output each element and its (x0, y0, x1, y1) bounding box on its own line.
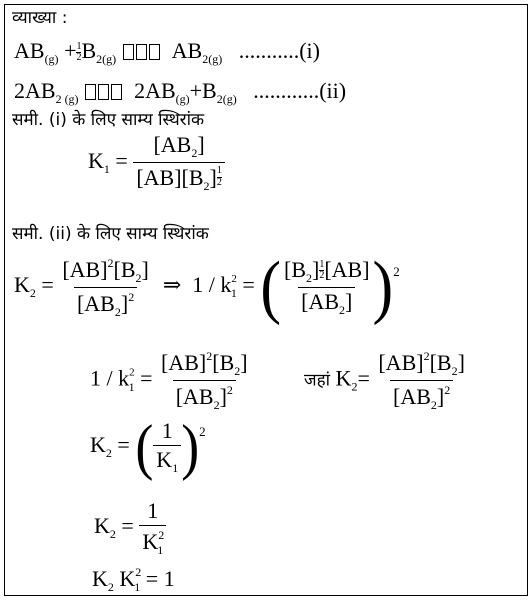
inv-k1-numerator (281, 256, 373, 287)
eq2-product-ab: 2AB (134, 78, 176, 103)
final-equals-one: = 1 (145, 566, 175, 591)
k2-num-b: [B (113, 256, 136, 282)
eq1-reactant-b: B (81, 38, 97, 63)
line3-den-sq: 2 (226, 383, 233, 397)
equation-ii (14, 80, 346, 105)
left-paren: ( (260, 247, 281, 327)
k2-rec-den (139, 525, 166, 556)
k1-subscript: 1 (103, 162, 110, 177)
right-paren-2: ) (181, 412, 200, 482)
k1-num-sub: 2 (191, 146, 198, 160)
k2-num-sq: 2 (107, 255, 114, 270)
k2-den-ab2: [AB (76, 290, 115, 316)
k2-sq-den-sub: 1 (172, 461, 179, 475)
k2-sq-equals: = (117, 432, 130, 458)
k2-rec-fraction (139, 500, 166, 556)
k2-rec-subscript: 2 (109, 527, 116, 542)
line3-num-ab: [AB] (161, 350, 207, 375)
final-k2-sub: 2 (107, 580, 114, 594)
k2-formula (14, 247, 400, 327)
eq1-product-state: 2(g) (202, 52, 223, 66)
line3-den-rb: ] (219, 384, 227, 409)
inv-k1-half-den: 2 (319, 270, 325, 281)
eq2-product-ab-state: (g) (175, 92, 190, 106)
line3-equals: = (140, 365, 153, 391)
final-k1: K (119, 566, 136, 591)
where-den-rb: ] (436, 384, 445, 409)
eq1-reactant-ab-state: (g) (44, 52, 59, 66)
k2-numerator (59, 257, 152, 287)
where-k2-subscript: 2 (351, 379, 358, 394)
k1-half-den: 2 (216, 176, 222, 188)
line3-num-rb: ] (240, 350, 248, 375)
inv-k1-denominator (298, 287, 355, 316)
k2-den-rb: ] (120, 290, 129, 316)
final-k1-sq: 2 (135, 565, 142, 579)
inv-k1-num-sub: 2 (306, 270, 312, 285)
equation-i (14, 40, 320, 65)
final-relation (92, 566, 175, 593)
eq2-reactant-state: 2 (g) (55, 92, 79, 106)
eq2-reactant: 2AB (14, 78, 56, 103)
inv-k1-squared-formula (90, 350, 251, 411)
eq1-half-num: 1 (76, 40, 82, 52)
k2-rec-den-sq: 2 (158, 528, 165, 542)
k2-sq-fraction (153, 420, 181, 474)
line3-inv-k1: 1 / k (90, 365, 130, 391)
inv-k1-den-rb: ] (345, 288, 353, 314)
k2-denominator (74, 287, 137, 318)
line3-den-sub: 2 (213, 398, 220, 412)
k1-half-num: 1 (216, 165, 222, 176)
final-k2: K (92, 566, 108, 591)
k1-den-sub: 2 (203, 179, 210, 193)
k2-subscript: 2 (29, 286, 36, 301)
k2-rec-equals: = (121, 513, 134, 539)
k1-num-rb: ] (197, 132, 205, 157)
inv-k1-sub: 1 (230, 286, 237, 301)
k2-fraction (59, 257, 152, 318)
eq1-tag: (i) (299, 38, 320, 63)
k2-rec-den-sub: 1 (157, 543, 164, 557)
k2-equals: = (41, 272, 54, 298)
k1-fraction (133, 134, 225, 192)
where-numerator (375, 350, 468, 380)
line3-num-sub: 2 (234, 364, 241, 378)
inv-k1-den-ab2: [AB (301, 288, 340, 314)
line3-inv-k1-sq: 2 (129, 366, 135, 379)
line3-denominator (173, 380, 236, 411)
inv-k1-num-b: [B (284, 256, 306, 282)
k1-equals: = (115, 148, 128, 174)
line3-num-b: [B (212, 350, 235, 375)
where-k2-symbol: K (335, 365, 352, 391)
inv-k1-den-sub: 2 (339, 302, 346, 317)
where-num-sub: 2 (451, 364, 458, 378)
k2-symbol: K (14, 272, 30, 298)
equilibrium-arrow-icon (84, 78, 123, 103)
where-num-rb: ] (457, 350, 465, 375)
eq1-dots: ........... (238, 38, 300, 63)
eq2-product-b: B (202, 78, 217, 103)
where-fraction (375, 350, 468, 411)
inv-k1-fraction (281, 256, 373, 317)
k2-reciprocal-formula (94, 500, 166, 556)
inv-k1-outer-sq: 2 (393, 264, 400, 280)
inv-k1-num-ab: [AB] (324, 256, 370, 282)
eq2-tag: (ii) (319, 78, 347, 103)
inv-k1-sq: 2 (231, 273, 237, 286)
left-paren-2: ( (135, 412, 154, 482)
k2-rec-symbol: K (94, 513, 110, 539)
where-label: जहां (304, 370, 331, 391)
label-equilibrium-constant-ii: समी. (ii) के लिए साम्य स्थिरांक (12, 224, 209, 244)
section-title: व्याख्या : (12, 8, 68, 28)
k2-num-sub: 2 (135, 270, 142, 285)
where-num-sq: 2 (423, 349, 430, 363)
inv-k1-equals: = (242, 272, 255, 298)
k1-numerator (150, 134, 207, 162)
final-k1-sub: 1 (134, 580, 141, 594)
eq2-plus: + (189, 78, 203, 103)
where-den-sq: 2 (444, 383, 451, 397)
k2-sq-den (153, 445, 181, 474)
k1-symbol: K (88, 148, 104, 174)
k1-formula (88, 134, 225, 192)
where-k2-formula (304, 350, 468, 411)
eq2-dots: ............ (253, 78, 320, 103)
k1-num-ab2: [AB (153, 132, 192, 157)
line3-fraction (158, 350, 251, 411)
eq1-product: AB (171, 38, 203, 63)
inv-k1-label: 1 / k (192, 272, 232, 298)
line3-inv-k1-sub: 1 (128, 379, 135, 394)
where-den-ab2: [AB (393, 384, 431, 409)
k2-den-sub: 2 (114, 304, 121, 319)
k2-den-sq: 2 (128, 289, 135, 304)
where-denominator (390, 380, 453, 411)
k1-den-ab: [AB] (136, 165, 182, 190)
line3-den-ab2: [AB (175, 384, 214, 409)
line3-num-sq: 2 (206, 349, 213, 363)
where-den-sub: 2 (430, 398, 437, 412)
where-num-ab: [AB] (378, 350, 424, 375)
eq1-reactant-ab: AB (14, 38, 45, 63)
eq1-reactant-b-state: 2(g) (96, 52, 117, 66)
k2-num-ab: [AB] (62, 256, 108, 282)
line3-numerator (158, 350, 251, 380)
eq1-half-den: 2 (76, 52, 82, 64)
right-paren: ) (372, 247, 394, 327)
inv-k1-num-rb: ] (312, 256, 320, 282)
label-equilibrium-constant-i: समी. (i) के लिए साम्य स्थिरांक (12, 110, 205, 130)
eq2-product-b-state: 2(g) (216, 92, 237, 106)
k2-sq-subscript: 2 (105, 446, 112, 461)
k2-sq-outer-sq: 2 (199, 424, 206, 440)
where-equals: = (357, 365, 370, 391)
implies-arrow-icon: ⇒ (162, 272, 182, 298)
eq1-plus: + (64, 38, 77, 63)
k1-denominator (133, 162, 225, 192)
k1-den-rb: ] (209, 165, 217, 190)
k2-sq-num: 1 (161, 418, 173, 443)
equilibrium-arrow-icon (122, 38, 161, 63)
where-num-b: [B (429, 350, 452, 375)
k2-sq-symbol: K (90, 432, 106, 458)
k2-sq-den-k: K (156, 447, 173, 472)
k2-inverse-square-formula (90, 412, 206, 482)
k2-num-rb: ] (141, 256, 149, 282)
k1-half-exponent (217, 166, 222, 188)
inv-k1-half-num: 1 (319, 258, 325, 270)
k2-rec-num: 1 (147, 498, 159, 523)
k2-rec-den-k: K (142, 529, 159, 554)
k1-den-b: [B (181, 165, 204, 190)
